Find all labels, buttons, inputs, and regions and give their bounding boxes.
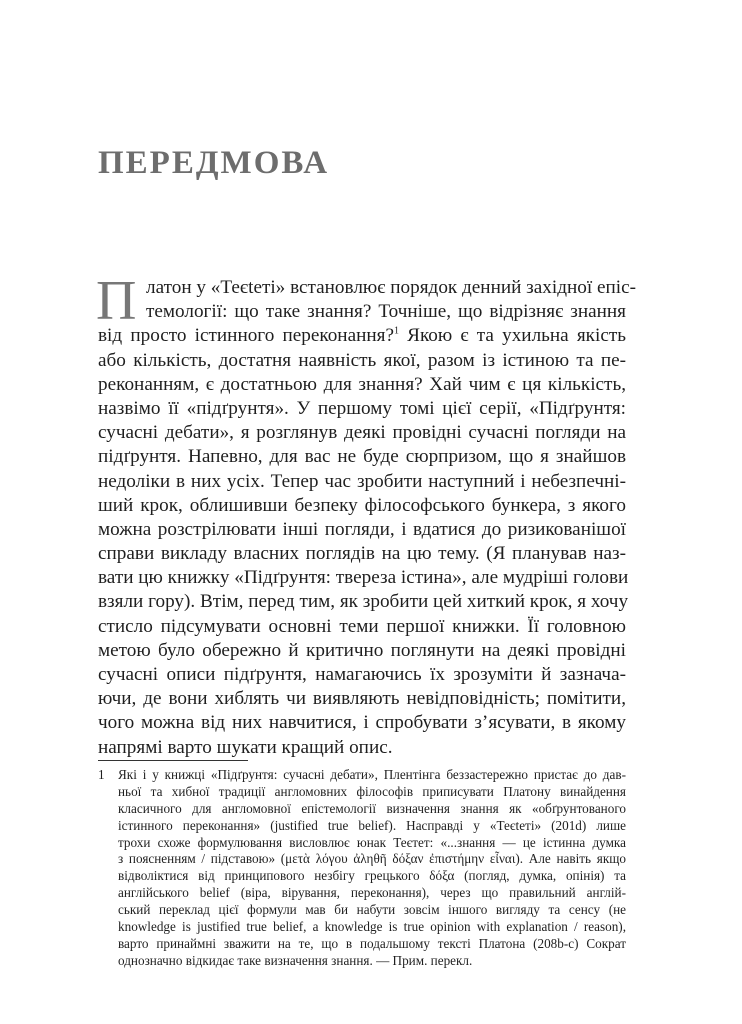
paragraph-line: напрямі варто шукати кращий опис. xyxy=(98,736,393,758)
drop-cap: П xyxy=(96,270,137,332)
footnote-line: відволіктися від принципового незбігу грецького δόξα (погляд, думка, опінія) та xyxy=(118,868,626,884)
paragraph-line: метою було обережно й критично поглянути на деякі провідні xyxy=(98,639,626,661)
footnote-line: трохи схоже формулювання висловлює юнак Теєтет: «...знання — це істинна думка xyxy=(118,834,626,850)
footnote-reference[interactable]: 1 xyxy=(393,325,399,337)
paragraph-line xyxy=(98,324,626,348)
paragraph-line: можна розстрілювати інші погляди, і вдатися до ризикованішої xyxy=(98,518,626,540)
footnote-line: ський переклад цієї формули мав би набути зовсім іншого вигляду та сенсу (не xyxy=(118,902,626,918)
footnote-line: істинного переконання» (justified true belief). Насправді у «Теєteті» (201d) лише xyxy=(118,817,626,833)
paragraph-line: сучасні описи підґрунтя, намагаючись їх зрозуміти й зазнача- xyxy=(98,664,626,685)
footnote-line: з поясненням / підставою» (μετὰ λόγου ἀληθῆ δόξαν ἐπιστήμην εἶναι). Але навіть якщо xyxy=(118,851,626,867)
chapter-title: ПЕРЕДМОВА xyxy=(98,145,330,181)
paragraph-line: ший крок, облишивши безпеку філософського бункера, з якого xyxy=(98,494,626,516)
footnote-line: Які і у книжці «Підґрунтя: сучасні дебати», Плентінга беззастережно пристає до дав- xyxy=(118,767,626,782)
footnote-line: однозначно відкидає таке визначення знання. — Прим. перекл. xyxy=(118,952,473,968)
footnote-line: класичного для англомовної епістемології визначення знання як «обґрунтованого xyxy=(118,800,626,816)
paragraph-line: взяли гору). Втім, перед тим, як зробити цей хиткий крок, я хочу xyxy=(98,591,629,613)
paragraph-line: недоліки в них усіх. Тепер час зробити наступний і небезпечні- xyxy=(98,470,626,492)
paragraph-line: справи викладу власних поглядів на цю тему. (Я планував наз- xyxy=(98,543,626,565)
footnote xyxy=(98,767,626,970)
paragraph-line: реконанням, є достатньою для знання? Хай чим є ця кількість, xyxy=(98,373,626,395)
footnote-line: англійського belief (віра, вірування, переконання), через що правильний англій- xyxy=(118,885,626,901)
paragraph-line: сучасні дебати», я розглянув деякі провідні сучасні погляди на xyxy=(98,422,626,444)
paragraph-line: ючи, де вони хиблять чи виявляють невідповідність; помітити, xyxy=(98,688,626,710)
paragraph-line: чого можна від них навчитися, і спробувати з’ясувати, в якому xyxy=(98,712,626,734)
paragraph-line: латон у «Теєteті» встановлює порядок денний західної епіс- xyxy=(146,277,636,298)
paragraph-line: темології: що таке знання? Точніше, що відрізняє знання xyxy=(146,301,626,323)
paragraph-line: назвімо її «підґрунтя». У першому томі цієї серії, «Підґрунтя: xyxy=(98,397,626,419)
paragraph-line: або кількість, достатня наявність якої, разом із істиною та пе- xyxy=(98,349,626,371)
footnote-line: ньої та хибної традиції англомовних філософів приписувати Платону винайдення xyxy=(118,783,626,799)
footnote-divider xyxy=(98,760,248,761)
footnote-line: варто принаймні зважити на те, що в подальшому тексті Платона (208b-c) Сократ xyxy=(118,935,626,951)
paragraph-line-part: від просто істинного переконання? xyxy=(98,325,394,347)
paragraph-line: стисло підсумувати основні теми першої книжки. Її головною xyxy=(98,615,626,637)
main-paragraph xyxy=(96,270,636,760)
paragraph-line-part: Якою є та ухильна якість xyxy=(398,325,626,347)
paragraph-line: вати цю книжку «Підґрунтя: твереза істина», але мудріші голови xyxy=(98,567,629,589)
footnote-line: knowledge is justified true belief, а knowledge is true opinion with explanation / reason), xyxy=(118,919,626,935)
footnote-number: 1 xyxy=(98,767,105,782)
paragraph-line: підґрунтя. Напевно, для вас не буде сюрпризом, що я знайшов xyxy=(98,446,626,468)
